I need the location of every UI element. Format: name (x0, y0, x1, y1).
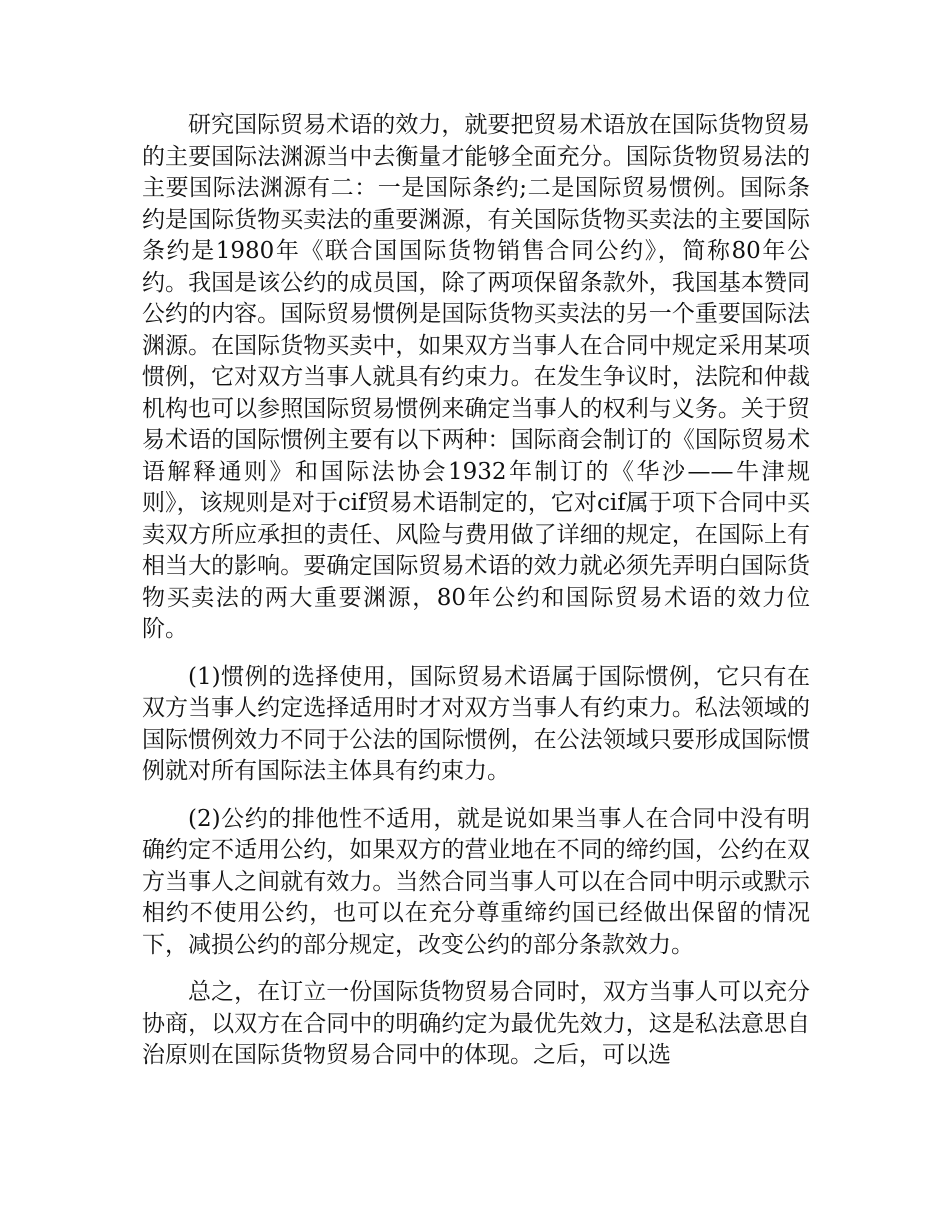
paragraph-4: 总之，在订立一份国际货物贸易合同时，双方当事人可以充分协商，以双方在合同中的明确约定为最优先效力，这是私法意思自治原则在国际货物贸易合同中的体现。之后，可以选 (142, 979, 810, 1068)
paragraph-1: 研究国际贸易术语的效力，就要把贸易术语放在国际货物贸易的主要国际法渊源当中去衡量才能够全面充分。国际货物贸易法的主要国际法渊源有二：一是国际条约;二是国际贸易惯例。国际条约是国际货物买卖法的重要渊源，有关国际货物买卖法的主要国际条约是1980年《联合国国际货物销售合同公约》，简称80年公约。我国是该公约的成员国，除了两项保留条款外，我国基本赞同公约的内容。国际贸易惯例是国际货物买卖法的另一个重要国际法渊源。在国际货物买卖中，如果双方当事人在合同中规定采用某项惯例，它对双方当事人就具有约束力。在发生争议时，法院和仲裁机构也可以参照国际贸易惯例来确定当事人的权利与义务。关于贸易术语的国际惯例主要有以下两种：国际商会制订的《国际贸易术语解释通则》和国际法协会1932年制订的《华沙——牛津规则》，该规则是对于cif贸易术语制定的，它对cif属于项下合同中买卖双方所应承担的责任、风险与费用做了详细的规定，在国际上有相当大的影响。要确定国际贸易术语的效力就必须先弄明白国际货物买卖法的两大重要渊源，80年公约和国际贸易术语的效力位阶。 (142, 112, 810, 642)
paragraph-2: (1)惯例的选择使用，国际贸易术语属于国际惯例，它只有在双方当事人约定选择适用时才对双方当事人有约束力。私法领域的国际惯例效力不同于公法的国际惯例，在公法领域只要形成国际惯例就对所有国际法主体具有约束力。 (142, 663, 810, 784)
paragraph-3: (2)公约的排他性不适用，就是说如果当事人在合同中没有明确约定不适用公约，如果双方的营业地在不同的缔约国，公约在双方当事人之间就有效力。当然合同当事人可以在合同中明示或默示相约不使用公约，也可以在充分尊重缔约国已经做出保留的情况下，减损公约的部分规定，改变公约的部分条款效力。 (142, 805, 810, 958)
